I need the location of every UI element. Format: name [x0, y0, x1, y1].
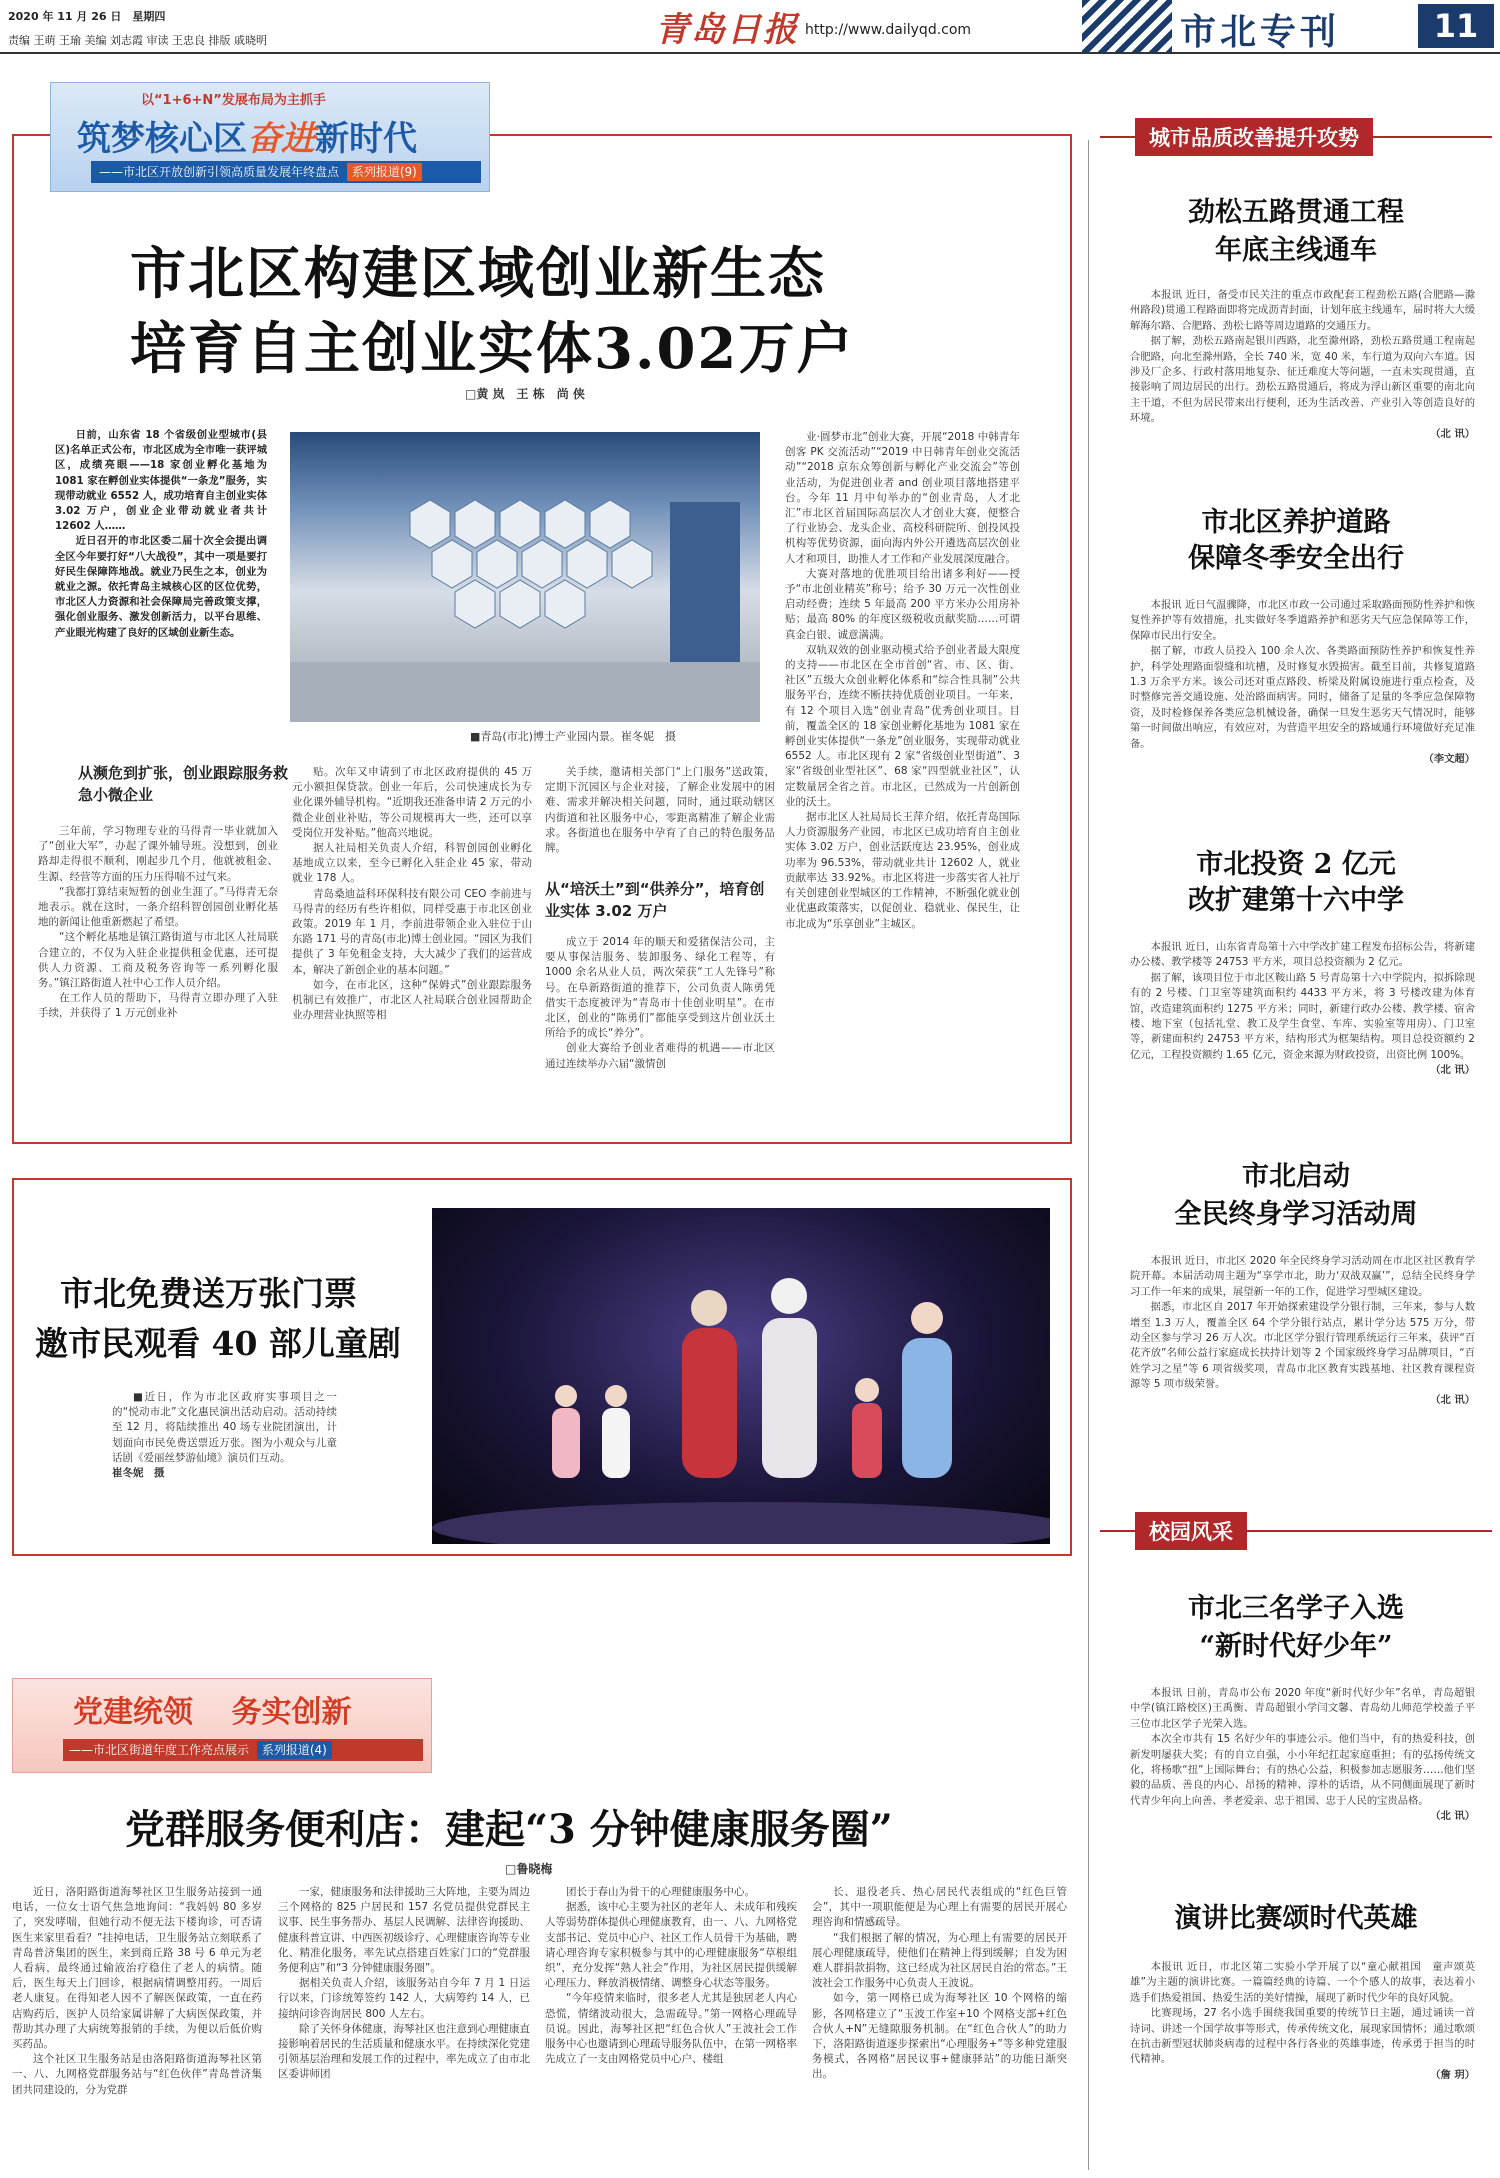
party-para: 长、退役老兵、热心居民代表组成的“红色巨管会”，其中一项职能便是为心理上有需要的居民开展心理咨询和情感疏导。 — [812, 1886, 1067, 1929]
side-para: 本次全市共有 15 名好少年的事迹公示。他们当中，有的热爱科技，创新发明屡获大奖；有的自立自强，小小年纪扛起家庭重担；有的弘扬传统文化，将杨歌“扭”上国际舞台；有的热心公益，积极参加志愿服务……他们坚毅的品质、善良的内心、昂扬的精神、淳朴的话语，从不同侧面展现了新时代青少年向上向善、孝老爱亲、忠于祖国、忠于人民的宝贵品格。 — [1130, 1733, 1475, 1807]
lead-para: 双轨双效的创业驱动模式给予创业者最大限度的支持——市北区在全市首创“省、市、区、街、社区”五级大众创业孵化体系和“综合性具制”公共服务平台，连续不断扶持优质创业项目。一年来，有 12 个项目入选“创业青岛”优秀创业项目。目前，覆盖全区的 18 家创业孵化基地为 1081 家在孵创业实体提供“一条龙”创业服务，实现带动就业 6552 人。市北区现有 2 家“省级创业型街道”、3 家“省级创业型社区”、68 家“四型就业社区”，认定数量居全省之首。市北区，已然成为一片创新创业的沃土。 — [785, 643, 1020, 808]
lead-para: 据人社局相关负责人介绍，科智创园创业孵化基地成立以来，至今已孵化入驻企业 45 家，带动就业 178 人。 — [292, 842, 532, 885]
side-story-3-body — [1130, 940, 1475, 1145]
party-byline: □鲁晓梅 — [505, 1862, 553, 1876]
side-para: 本报讯 近日，备受市民关注的重点市政配套工程劲松五路(合肥路—滁州路段)贯通工程路面即将完成沥青封面，计划年底主线通车，届时将大大缓解海尔路、合肥路、劲松七路等周边道路的交通压力。 — [1130, 289, 1475, 332]
incubator-photo-art — [290, 432, 760, 722]
banner-title-right: 新时代 — [315, 119, 417, 159]
party-para: 据相关负责人介绍，该服务站自今年 7 月 1 日运行以来，门诊统筹签约 142 人，大病筹约 14 人，已接纳问诊咨询居民 800 人左右。 — [278, 1977, 530, 2020]
side-story-4-title-1: 市北启动 — [1242, 1161, 1350, 1192]
side-story-6-title-1: 演讲比赛颂时代英雄 — [1174, 1903, 1418, 1934]
party-para: 近日，洛阳路街道海琴社区卫生服务站接到一通电话，一位女士语气焦急地询问：“我妈妈 80 多岁了，突发哮喘，但她行动不便无法下楼询诊，可否请医生来家里看看？”挂掉电话，卫生服务站立刻联系了青岛普济集团的医生，来到商丘路 38 号 6 单元为老人看病，最终通过输液治疗稳住了老人的病情。随后，医生每天上门回诊，根据病情调整用药。一周后老人康复。在得知老人因不了解医保政策，一直在药店购药后，医护人员给家属讲解了大病医保政策，并帮助其办理了大病统筹报销的手续，为便以后低价购买药品。 — [12, 1886, 262, 2051]
side-story-4-body — [1130, 1254, 1475, 1466]
lead-para: 三年前，学习物理专业的马得青一毕业就加入了“创业大军”，办起了课外辅导班。没想到，创业路却走得很不顺利，刚起步几个月，他就被租金、生源、经营等方面的压力压得喘不过气来。 — [38, 825, 278, 883]
lead-col3 — [545, 765, 775, 875]
side-story-2-title-2: 保障冬季安全出行 — [1188, 543, 1404, 574]
lead-col1 — [38, 824, 278, 1134]
lead-para: 在工作人员的帮助下，马得青立即办理了入驻手续，并获得了 1 万元创业补 — [38, 992, 278, 1020]
lead-para: 据市北区人社局局长王萍介绍，依托青岛国际人力资源服务产业园，市北区已成功培育自主创业实体 3.02 万户，创业活跃度达 23.95%，创业成功率为 96.53%，带动就业共计 12602 人，就业贡献率达 33.92%。市北区将进一步落实省人社厅有关创建创业型城区的工作精神，不断强化就业创业优惠政策落实，以促创业、稳就业、保民生，让市北成为“乐享创业”主城区。 — [785, 811, 1020, 930]
lead-headline-1: 市北区构建区域创业新生态 — [130, 241, 826, 307]
section-badge-stripe — [1082, 0, 1172, 52]
incubator-photo — [290, 432, 760, 722]
page-number: 11 — [1418, 4, 1494, 48]
lead-para: 成立于 2014 年的顺天和爱猪保洁公司，主要从事保洁服务、装卸服务、绿化工程等，有 1000 余名从业人员，两次荣获“工人先锋号”称号。在阜新路街道的推荐下，公司负责人陈勇凭借实干态度被评为“青岛市十佳创业明星”。在市北区，创业的“陈勇们”都能享受到这片创业沃土所给予的成长“养分”。 — [545, 936, 775, 1040]
party-col2 — [278, 1885, 530, 2170]
side-para: 本报讯 日前，青岛市公布 2020 年度“新时代好少年”名单，青岛超银中学(镇江路校区)王禹衡、青岛超银小学闫文馨、青岛幼儿师范学校盖子平三位市北区学子光荣入选。 — [1130, 1687, 1475, 1730]
children-show-title-2: 邀市民观看 40 部儿童剧 — [35, 1324, 401, 1363]
party-para: 这个社区卫生服务站是由洛阳路街道海琴社区第一、八、九网格党群服务站与“红色伙伴”青岛普济集团共同建设的，分为党群 — [12, 2053, 262, 2096]
party-banner — [12, 1678, 432, 1773]
banner-kicker: 以“1+6+N”发展布局为主抓手 — [141, 93, 326, 108]
side-para: 比赛现场，27 名小选手围绕我国重要的传统节日主题，通过诵读一首诗词、讲述一个国学故事等形式，传承传统文化，展现家国情怀；通过歌颂在抗击新型冠状肺炎病毒的过程中各行各业的英雄事迹，传承勇于担当的时代精神。 — [1130, 2007, 1475, 2066]
party-banner-title — [73, 1687, 351, 1731]
party-para: 如今，第一网格已成为海琴社区 10 个网格的缩影，各网格建立了“玉波工作室+10 个网格支部+红色合伙人+N”无缝隙服务机制。在“红色合伙人”的助力下，洛阳路街道逐步探索出“心理服务+”等多种党建服务模式，各网格“居民议事+健康驿站”的功能日渐突出。 — [812, 1992, 1067, 2081]
banner-series: 系列报道(9) — [347, 163, 422, 181]
side-para: 本报讯 近日，山东省青岛第十六中学改扩建工程发布招标公告，将新建办公楼、教学楼等 24753 平方米，项目总投资额为 2 亿元。 — [1130, 941, 1475, 969]
party-para: 除了关怀身体健康，海琴社区也注意到心理健康直接影响着居民的生活质量和健康水平。在持续深化党建引领基层治理和发展工作的过程中，率先成立了由市北区委讲师团 — [278, 2022, 530, 2081]
lead-headline-2: 培育自主创业实体3.02万户 — [130, 316, 855, 382]
intro-para: 日前，山东省 18 个省级创业型城市(县区)名单正式公布，市北区成为全市唯一获评城区，成绩亮眼——18 家创业孵化基地为 1081 家在孵创业实体提供“一条龙”服务，实现带动就业 6552 人，成功培育自主创业实体 3.02 万户，创业企业带动就业者共计 12602 人…… — [55, 429, 267, 533]
side-para: 据悉，市北区自 2017 年开始探索建设学分银行制，三年来，参与人数增至 1.3 万人，覆盖全区 64 个学分银行站点，累计学分达 575 万分，带动全区参与学习 26 万人次。市北区学分银行管理系统运行三年来，获评“百花齐放”名师公益行家庭成长扶持计划等 2 个国家级终身学习品牌项目，“百姓学习之星”等 6 项省级奖项，青岛市北区教育实践基地、社区教育课程资源等 5 项市级荣誉。 — [1130, 1301, 1475, 1391]
party-para: “我们根据了解的情况，为心理上有需要的居民开展心理健康疏导，使他们在精神上得到缓解；自发为困难人群捐款捐物，这已经成为社区居民自治的常态。”王波社会工作服务中心负责人王波说。 — [812, 1931, 1067, 1990]
party-banner-title-left: 党建统领 — [73, 1695, 193, 1730]
banner-title-mid: 奋进 — [247, 119, 315, 159]
party-col1 — [12, 1885, 262, 2170]
lead-para: 如今，在市北区，这种“保姆式”创业跟踪服务机制已有效推广，市北区人社局联合创业园帮助企业办理营业执照等相 — [292, 978, 532, 1022]
lead-col4 — [785, 430, 1020, 1130]
sidebar-section-city: 城市品质改善提升攻势 — [1135, 118, 1373, 156]
stage-photo-art — [432, 1208, 1050, 1544]
lead-para: 大赛对落地的优胜项目给出诸多利好——授予“市北创业精英”称号；给予 30 万元一次性创业启动经费；连续 5 年最高 200 平方米办公用房补贴；最高 80% 的年度区级税收贡献奖励……可谓真金白银、诚意满满。 — [785, 567, 1020, 641]
side-story-5-body — [1130, 1686, 1475, 1866]
side-story-3-title-2: 改扩建第十六中学 — [1188, 885, 1404, 916]
sidebar-section-campus: 校园风采 — [1135, 1512, 1247, 1550]
paper-url[interactable]: http://www.dailyqd.com — [805, 22, 972, 38]
stage-photo — [432, 1208, 1050, 1544]
banner-title — [77, 111, 417, 160]
lead-subhead-1: 从濒危到扩张，创业跟踪服务救急小微企业 — [78, 764, 289, 804]
side-story-1-title-1: 劲松五路贯通工程 — [1188, 197, 1404, 228]
side-story-1-body — [1130, 288, 1475, 484]
party-banner-series: 系列报道(4) — [257, 1741, 332, 1759]
party-banner-sub — [63, 1739, 423, 1761]
party-headline: 党群服务便利店：建起“3 分钟健康服务圈” — [125, 1806, 893, 1853]
lead-para: 贴。次年又申请到了市北区政府提供的 45 万元小额担保贷款。创业一年后，公司快速成长为专业化课外辅导机构。“近期我还准备申请 2 万元的小微企业创业补贴，等公司规模再大一些，还可以享受岗位开发补贴。”他高兴地说。 — [292, 766, 532, 839]
side-para: 据了解，劲松五路南起银川西路，北至滁州路，劲松五路贯通工程南起合肥路，向北至滁州路，全长 740 米，宽 40 米，车行道为双向六车道。因涉及厂企多、行政村落用地复杂、征迁难度大等问题，一直未实现贯通，直接影响了周边居民的出行。劲松五路贯通后，将成为浮山新区重要的南北向主干道，不但为居民带来出行便利，还为生活改善、产业引入等创造良好的环境。 — [1130, 335, 1475, 425]
staff-credits: 责编 王萌 王瑜 美编 刘志霞 审读 王忠良 排版 戚晓明 — [8, 34, 267, 47]
side-story-2-title-1: 市北区养护道路 — [1201, 507, 1391, 538]
banner-sub-text: ——市北区开放创新引领高质量发展年终盘点 — [99, 165, 340, 179]
lead-para: 青岛桑迪益科环保科技有限公司 CEO 李前进与马得青的经历有些许相似，同样受惠于市北区创业政策。2019 年 1 月，李前进带领企业入驻位于山东路 171 号的青岛(市北)博士创业园。“园区为我们提供了 3 年免租金支持，大大减少了我们的运营成本，解决了新创企业的基本问题。” — [292, 887, 532, 976]
side-story-5-title-1: 市北三名学子入选 — [1188, 1593, 1404, 1624]
side-story-6-body — [1130, 1960, 1475, 2160]
side-story-1-title-2: 年底主线通车 — [1215, 235, 1377, 266]
banner-title-left: 筑梦核心区 — [77, 119, 247, 159]
party-para: 团长于春山为骨干的心理健康服务中心。 — [566, 1886, 755, 1898]
side-para: 本报讯 近日，市北区第二实验小学开展了以“童心献祖国 童声颂英雄”为主题的演讲比赛。一篇篇经典的诗篇、一个个感人的故事，表达着小选手们热爱祖国、热爱生活的美好情操，展现了新时代少年的良好风貌。 — [1130, 1961, 1475, 2004]
lead-intro — [55, 428, 267, 728]
intro-para: 近日召开的市北区委二届十次全会提出调全区今年要打好“八大战役”，其中一项是要打好民生保障阵地战。就业乃民生之本，创业为就业之源。依托青岛主城核心区的区位优势，市北区人力资源和社会保障局完善政策支撑，强化创业服务、激发创新活力，以平台思维、产业眼光构建了良好的区域创业新生态。 — [55, 535, 267, 639]
children-show-title-1: 市北免费送万张门票 — [60, 1274, 357, 1313]
party-para: 据悉，该中心主要为社区的老年人、未成年和残疾人等弱势群体提供心理健康教育，由一、八、九网格党支部书记、党员中心户、社区工作人员骨干为基础，聘请心理咨询专家积极参与其中的心理健康服务“草根组织”，充分发挥“熟人社会”作用，为社区居民提供缓解心理压力、释放消极情绪、调整身心状态等服务。 — [545, 1901, 797, 1990]
caption-text: ■近日，作为市北区政府实事项目之一的“悦动市北”文化惠民演出活动启动。活动持续至 12 月，将陆续推出 40 场专业院团演出，计划面向市民免费送票近万张。图为小观众与儿童话剧《爱丽丝梦游仙境》演员们互动。 — [112, 1391, 337, 1464]
side-para: 据了解，该项目位于市北区鞍山路 5 号青岛第十六中学院内，拟拆除现有的 2 号楼、门卫室等建筑面积约 4433 平方米，将 3 号楼改建为体育馆，改造建筑面积约 1275 平方米；同时，新建行政办公楼、教学楼、宿舍楼、地下室（包括礼堂、教工及学生食堂、车库、实验室等用房）、门卫室等，新建面积约 24753 平方米，结构形式为框架结构。项目总投资额约 2 亿元，工程投资额约 1.65 亿元，资金来源为财政投资，出资比例 100%。 — [1130, 971, 1475, 1061]
party-para: “今年疫情来临时，很多老人尤其是独居老人内心恐慌，情绪波动很大，急需疏导。”第一网格心理疏导员说。因此，海琴社区把“红色合伙人”王波社会工作服务中心也邀请到心理疏导服务队伍中，在第一网格率先成立了一支由网格党员中心户、楼组 — [545, 1992, 797, 2066]
lead-photo-caption: ■青岛(市北)博士产业园内景。崔冬妮 摄 — [470, 730, 676, 743]
caption-photographer: 崔冬妮 摄 — [112, 1467, 165, 1480]
side-story-3-title-1: 市北投资 2 亿元 — [1196, 849, 1396, 880]
side-sign: （李文超） — [1423, 753, 1475, 766]
side-para: 本报讯 近日，市北区 2020 年全民终身学习活动周在市北区社区教育学院开幕。本届活动周主题为“享学市北，助力‘双战双赢’”，总结全民终身学习工作一年来的成果，展望新一年的工作，促进学习型城区建设。 — [1130, 1255, 1475, 1298]
children-show-caption — [112, 1390, 337, 1530]
side-sign: （北 讯） — [1430, 1393, 1475, 1406]
side-sign: （詹 玥） — [1430, 2068, 1475, 2081]
side-story-5-title-2: “新时代好少年” — [1199, 1631, 1393, 1662]
side-story-2-body — [1130, 598, 1475, 826]
issue-date: 2020 年 11 月 26 日 星期四 — [8, 10, 166, 23]
series-banner — [50, 82, 490, 192]
lead-byline: □黄 岚 王 栋 尚 侠 — [465, 387, 585, 401]
side-story-4-title-2: 全民终身学习活动周 — [1174, 1199, 1418, 1230]
side-sign: （北 讯） — [1430, 427, 1475, 440]
banner-sub — [91, 161, 481, 183]
party-para: 一家，健康服务和法律援助三大阵地，主要为周边三个网格的 825 户居民和 157 名党员提供党群民主议事、民生事务帮办、基层人民调解、法律咨询援助、健康科普宣讲、中西医初级诊疗、心理健康咨询等专业化、精准化服务，率先试点搭建百姓家门口的“党群服务便利店”和“3 分钟健康服务圈”。 — [278, 1886, 530, 1975]
lead-para: 业·圆梦市北”创业大赛，开展“2018 中韩青年创客 PK 交流活动”“2019 中日韩青年创业交流活动”“2018 京东众筹创新与孵化产业交流会”等创业活动，为促进创业者 and 创业项目落地搭建平台。今年 11 月中旬举办的“创业青岛，人才北汇”市北区首届国际高层次人才创业大赛，便整合了行业协会、龙头企业、高校科研院所、创投风投机构等优势资源，面向海内外公开遴选高层次创业人才和项目，助推人才工作和产业发展深度融合。 — [785, 431, 1020, 565]
lead-col3b — [545, 935, 775, 1135]
side-para: 本报讯 近日气温骤降，市北区市政一公司通过采取路面预防性养护和恢复性养护等有效措施，扎实做好冬季道路养护和恶劣天气应急保障等工作，保障市民出行安全。 — [1130, 599, 1475, 642]
lead-para: 创业大赛给予创业者难得的机遇——市北区通过连续举办六届“激情创 — [545, 1042, 775, 1070]
party-col3 — [545, 1885, 797, 2170]
lead-para: “这个孵化基地是镇江路街道与市北区人社局联合建立的，不仅为入驻企业提供租金优惠，还可提供人力资源、工商及税务咨询等一系列孵化服务。”镇江路街道人社中心工作人员介绍。 — [38, 931, 278, 990]
paper-logo: 青岛日报 — [655, 10, 799, 50]
lead-para: 关手续，邀请相关部门“上门服务”送政策，定期下沉园区与企业对接，了解企业发展中的困难、需求并解决相关问题，同时，通过联动辖区内街道和社区服务中心，零距离精准了解企业需求。各街道也在服务中孕育了自己的特色服务品牌。 — [545, 766, 775, 855]
lead-col2 — [292, 765, 532, 1135]
lead-para: “我都打算结束短暂的创业生涯了。”马得青无奈地表示。就在这时，一条介绍科智创园创业孵化基地的新闻让他重新燃起了希望。 — [38, 885, 278, 929]
party-col4 — [812, 1885, 1067, 2170]
sidebar-divider — [1088, 140, 1089, 2170]
side-sign: （北 讯） — [1430, 1810, 1475, 1823]
lead-subhead-2: 从“培沃土”到“供养分”，培育创业实体 3.02 万户 — [545, 880, 765, 920]
side-para: 据了解，市政人员投入 100 余人次、各类路面预防性养护和恢复性养护，科学处理路面裂缝和坑槽，及时修复水毁损害。截至目前，共修复道路 1.3 万余平方米。该公司还对重点路段、桥梁及附属设施进行重点检查，及时整修完善交通设施、处治路面病害。同时，储备了足量的冬季应急保障物资，及时检修保养各类应急机械设备，确保一旦发生恶劣天气情况时，能够第一时间做出响应，有效应对，为营造平坦安全的路域通行环境做好充足准备。 — [1130, 645, 1475, 750]
party-banner-sub-text: ——市北区街道年度工作亮点展示 — [69, 1743, 250, 1757]
side-sign: （北 讯） — [1430, 1064, 1475, 1077]
party-banner-title-right: 务实创新 — [231, 1695, 352, 1730]
section-title: 市北专刊 — [1180, 11, 1341, 53]
